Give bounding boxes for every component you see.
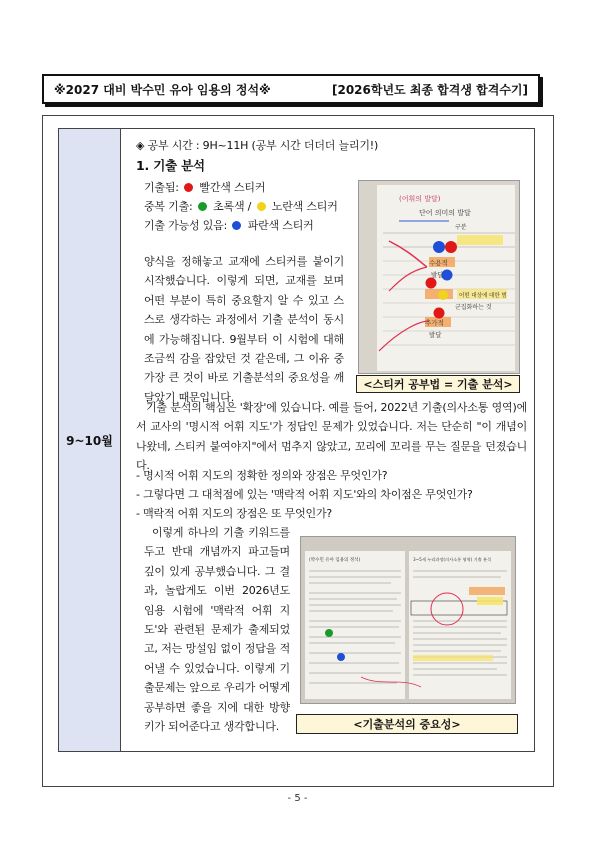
page-number: - 5 - (287, 793, 308, 804)
svg-text:어떤 대상에 대한 범: 어떤 대상에 대한 범 (459, 293, 507, 299)
header-right-title: [2026학년도 최종 합격생 합격수기] (331, 82, 528, 97)
svg-text:(어휘의 발달): (어휘의 발달) (399, 195, 441, 203)
svg-text:군집화하는 것: 군집화하는 것 (455, 304, 492, 311)
svg-text:발달: 발달 (431, 271, 444, 279)
header-left-title: ※2027 대비 박수민 유아 임용의 정석※ (54, 82, 271, 97)
paragraph-sticker-method: 양식을 정해놓고 교재에 스티커를 붙이기 시작했습니다. 이렇게 되면, 교재를 보며 어떤 부분이 특히 중요할지 알 수 있고 스스로 생각하는 과정에서 기출 분석이 동시에 가능해집니다. 9월부터 이 시험에 대해 조금씩 감을 잡았던 것 같은데, 그 이유 중 가장 큰 것이 바로 기출분석의 중요성을 깨달았기 때문입니다. (144, 255, 344, 404)
exam-photo-graphic (301, 537, 515, 703)
caption-sticker-method: <스티커 공부법 = 기출 분석> (356, 375, 520, 393)
red-dot-icon (184, 183, 193, 192)
svg-text:수용적: 수용적 (429, 259, 448, 267)
svg-text:(박수민 유아 임용의 정석): (박수민 유아 임용의 정석) (309, 558, 361, 563)
paragraph-result: 이렇게 하나의 기출 키워드를 두고 반대 개념까지 파고들며 깊이 있게 공부했습니다. 그 결과, 놀랍게도 이번 2026년도 임용 시험에 '맥락적 어휘 지도'와 관련된 문제가 출제되었고, 저는 망설임 없이 정답을 적어낼 수 있었습니다. 이렇게 기출문제는 앞으로 우리가 어떻게 공부하면 좋을 지에 대한 방향키가 되어준다고 생각합니다. (144, 526, 290, 734)
page-header (42, 74, 540, 104)
question-2: - 그렇다면 그 대척점에 있는 '맥락적 어휘 지도'와의 차이점은 무엇인가? (136, 488, 473, 501)
exam-analysis-photo (300, 536, 516, 704)
legend-row-red: 기출됨: 빨간색 스티커 (144, 181, 266, 194)
legend-row-blue: 기출 가능성 있음: 파란색 스티커 (144, 219, 314, 232)
sticker-notes-photo (358, 180, 520, 374)
yellow-dot-icon (257, 202, 266, 211)
green-dot-icon (198, 202, 207, 211)
question-1: - 명시적 어휘 지도의 정확한 정의와 장점은 무엇인가? (136, 469, 388, 482)
caption-exam-importance: <기출분석의 중요성> (296, 714, 518, 734)
svg-text:발달: 발달 (429, 331, 442, 339)
question-3: - 맥락적 어휘 지도의 장점은 또 무엇인가? (136, 507, 333, 520)
svg-text:구분: 구분 (455, 224, 467, 231)
svg-text:단어 의미의 발달: 단어 의미의 발달 (419, 209, 471, 217)
paragraph-expansion: 기출 분석의 핵심은 '확장'에 있습니다. 예를 들어, 2022년 기출(의사소통 영역)에서 교사의 '명시적 어휘 지도'가 정답인 문제가 있었습니다. 저는 단순히 "이 개념이 나왔네, 스티커 붙여야지"에서 멈추지 않았고, 꼬리에 꼬리를 무는 질문을 던졌습니다. (136, 401, 527, 473)
legend-row-green-yellow: 중복 기출: 초록색 / 노란색 스티커 (144, 200, 338, 213)
period-cell (58, 128, 120, 752)
notes-photo-graphic (359, 181, 519, 373)
svg-text:추가적: 추가적 (425, 319, 444, 327)
blue-dot-icon (232, 221, 241, 230)
section-title: 1. 기출 분석 (136, 158, 205, 173)
period-label: 9~10월 (66, 433, 113, 448)
svg-text:3~5세 누리과정(의사소통 영역) 기출 분석: 3~5세 누리과정(의사소통 영역) 기출 분석 (413, 557, 492, 562)
study-time: ◈ 공부 시간 : 9H~11H (공부 시간 더더더 늘리기!) (136, 139, 379, 152)
